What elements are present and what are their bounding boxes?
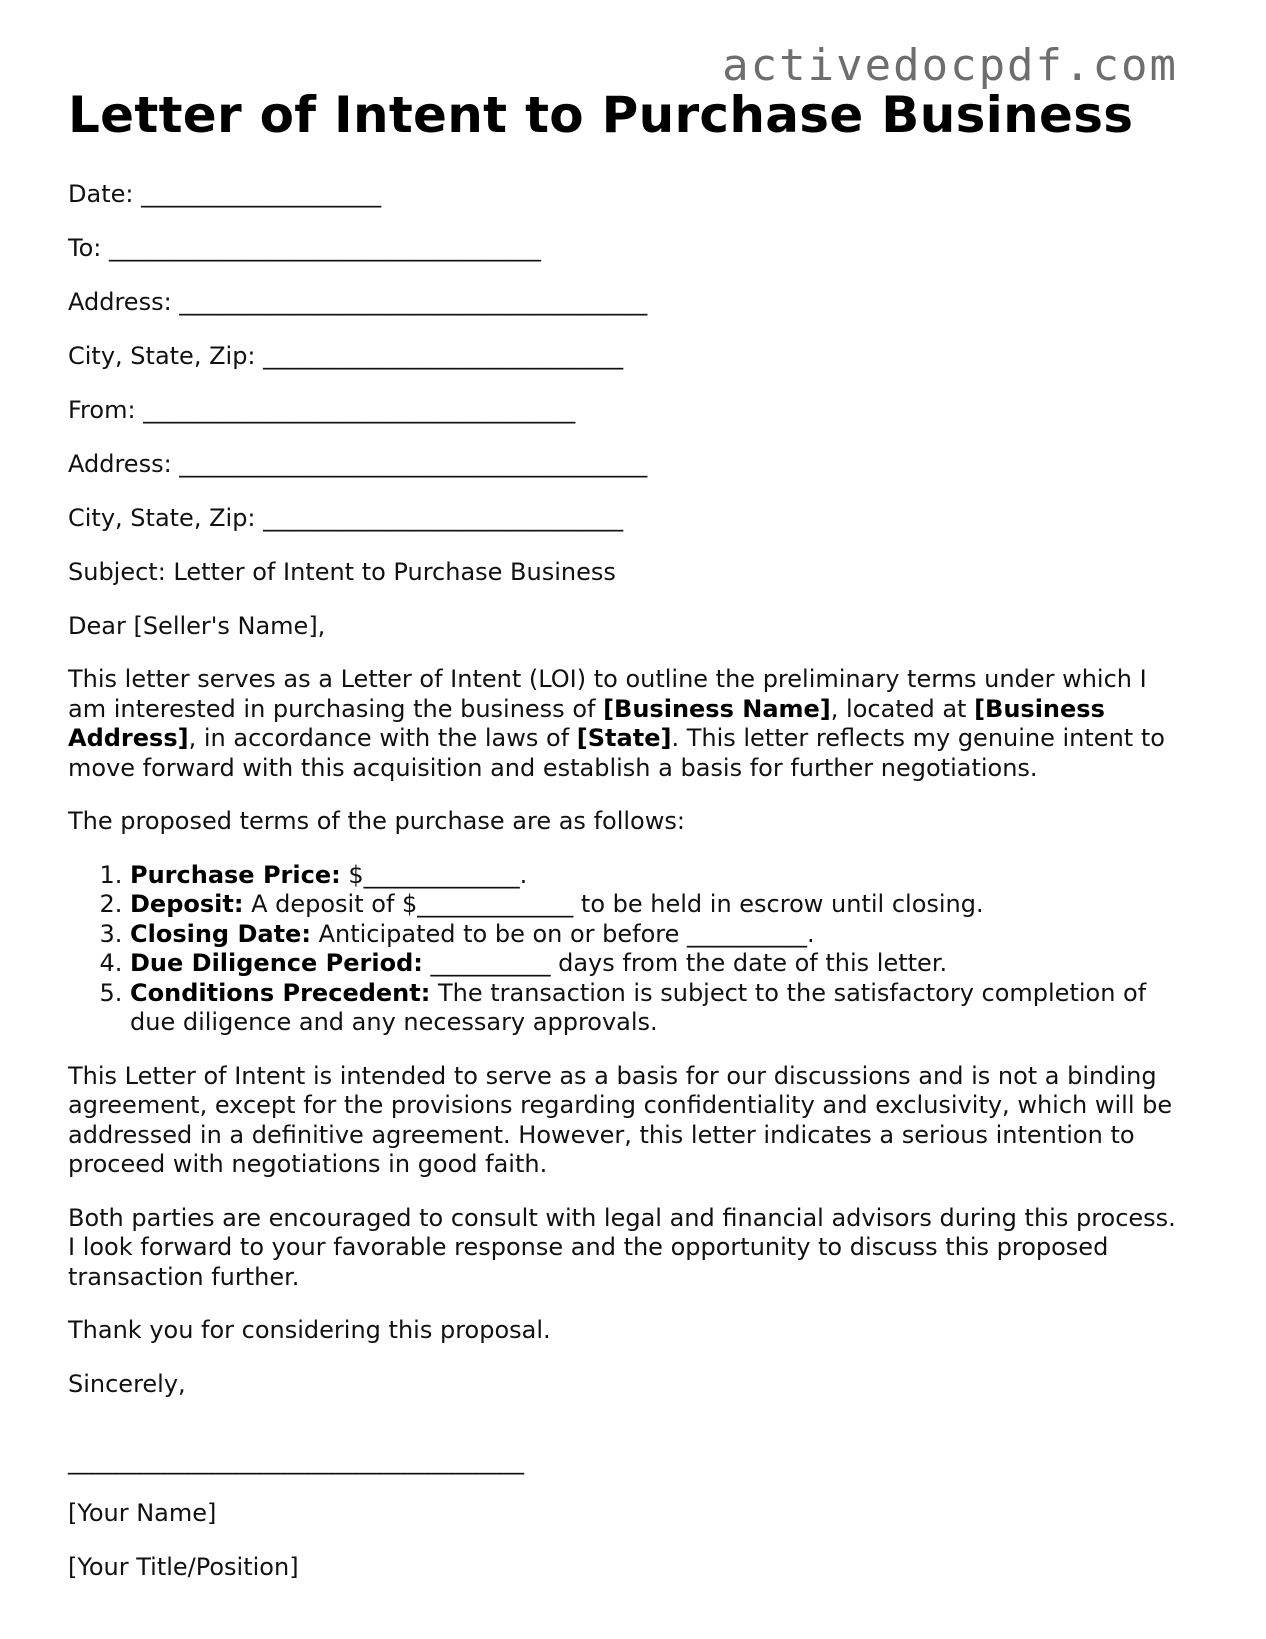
from-field — [68, 396, 1188, 426]
term-text: A deposit of $_____________ to be held in escrow until closing. — [243, 890, 984, 918]
intro-text-1: This letter serves as a Letter of Intent (LOI) to outline the preliminary terms under which I am interested in purchasing the business of — [68, 665, 1147, 723]
term-label: Closing Date: — [130, 919, 311, 948]
to-address-label: Address: — [68, 288, 180, 316]
term-label: Due Diligence Period: — [130, 949, 423, 977]
business-name-placeholder: [Business Name] — [603, 694, 831, 723]
nonbinding-paragraph: This Letter of Intent is intended to serve as a basis for our discussions and is not a binding agreement, except for the provisions regarding confidentiality and exclusivity, which will be addressed in a definitive agreement. However, this letter indicates a serious intention to proceed with negotiations in good faith. — [68, 1061, 1173, 1178]
advisors-paragraph: Both parties are encouraged to consult with legal and financial advisors during this process. I look forward to your favorable response and the opportunity to discuss this proposed transaction further. — [68, 1203, 1176, 1291]
term-text: Anticipated to be on or before __________. — [310, 919, 815, 948]
your-title: [Your Title/Position] — [68, 1552, 299, 1581]
term-text: The transaction is subject to the satisfactory completion of due diligence and any necessary approvals. — [130, 978, 1147, 1036]
date-label: Date: — [68, 180, 142, 208]
from-address-field — [68, 450, 1188, 480]
thanks-line: Thank you for considering this proposal. — [68, 1316, 551, 1344]
salutation: Dear [Seller's Name], — [68, 611, 326, 640]
business-address-placeholder: [Business Address] — [68, 694, 1105, 752]
term-label: Deposit: — [130, 890, 244, 918]
term-label: Conditions Precedent: — [130, 978, 431, 1007]
intro-paragraph — [68, 665, 1188, 783]
watermark: activedocpdf.com — [722, 40, 1178, 91]
term-text: __________ days from the date of this letter. — [422, 949, 948, 977]
to-label: To: — [68, 234, 109, 262]
subject-line: Subject: Letter of Intent to Purchase Business — [68, 558, 616, 586]
term-purchase-price — [130, 861, 1188, 891]
term-due-diligence — [130, 949, 1188, 979]
signature-line[interactable]: ______________________________________ — [68, 1447, 524, 1475]
from-city-state-zip-field — [68, 504, 1188, 534]
date-field — [68, 180, 1188, 210]
page-title: Letter of Intent to Purchase Business — [68, 86, 1134, 144]
date-blank[interactable]: ____________________ — [141, 180, 382, 208]
from-city-state-zip-label: City, State, Zip: — [68, 504, 264, 532]
to-field — [68, 234, 1188, 264]
to-city-state-zip-field — [68, 342, 1188, 372]
closing-line: Sincerely, — [68, 1369, 186, 1398]
to-city-state-zip-label: City, State, Zip: — [68, 342, 264, 370]
to-address-field — [68, 288, 1188, 318]
terms-intro: The proposed terms of the purchase are as follows: — [68, 807, 685, 835]
state-placeholder: [State] — [576, 724, 672, 752]
intro-text-4: . This letter reflects my genuine intent to move forward with this acquisition and establish a basis for further negotiations. — [68, 724, 1165, 782]
to-city-state-zip-blank[interactable]: ______________________________ — [263, 342, 624, 370]
terms-list — [68, 861, 1188, 1038]
to-blank[interactable]: ____________________________________ — [108, 234, 541, 262]
from-label: From: — [68, 396, 144, 424]
term-closing-date — [130, 920, 1188, 950]
from-address-blank[interactable]: _______________________________________ — [179, 450, 648, 478]
from-blank[interactable]: ____________________________________ — [143, 396, 576, 424]
intro-text-2: , located at — [830, 694, 975, 723]
term-label: Purchase Price: — [130, 860, 341, 889]
intro-text-3: , in accordance with the laws of — [188, 724, 577, 752]
to-address-blank[interactable]: _______________________________________ — [179, 288, 648, 316]
your-name: [Your Name] — [68, 1499, 217, 1527]
term-deposit — [130, 890, 1188, 920]
term-conditions-precedent — [130, 979, 1188, 1038]
from-city-state-zip-blank[interactable]: ______________________________ — [263, 504, 624, 532]
from-address-label: Address: — [68, 450, 180, 478]
term-text: $_____________. — [340, 860, 528, 889]
letter-body — [68, 180, 1188, 1606]
